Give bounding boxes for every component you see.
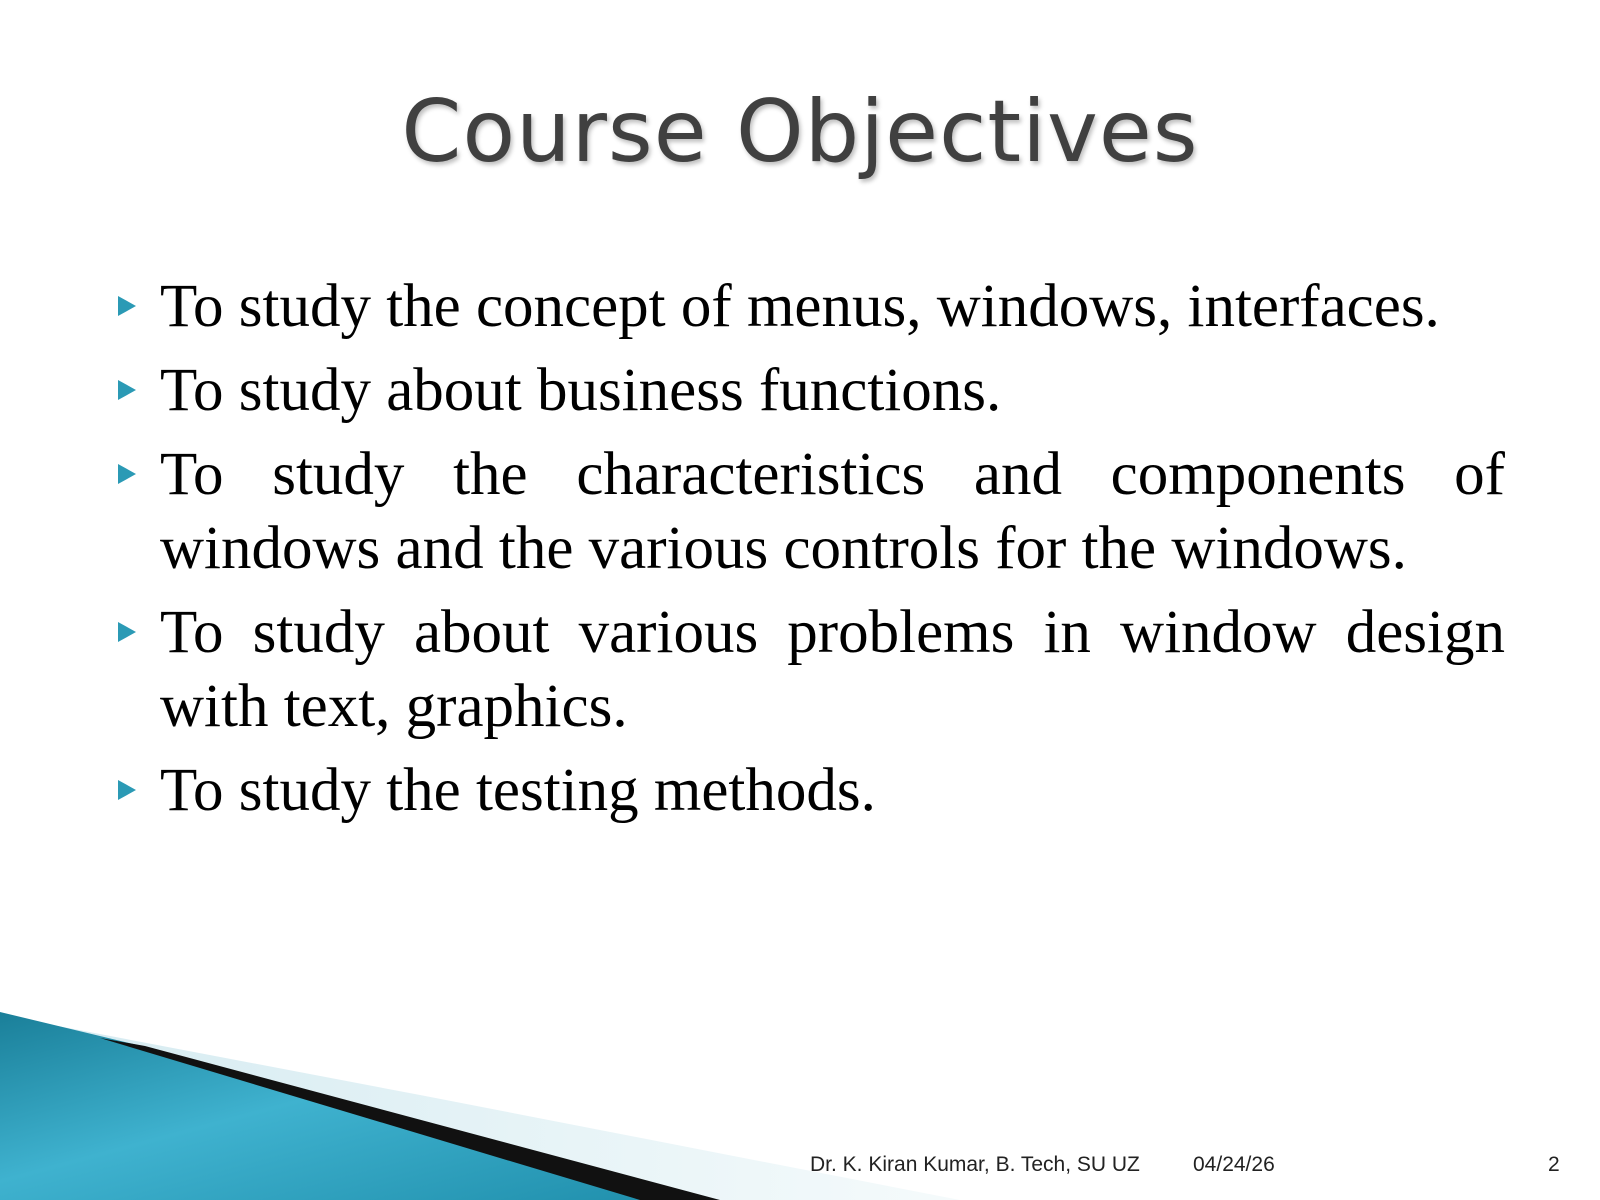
list-item-text: To study about various problems in window design with text, graphics. [160,599,1505,740]
list-item [160,270,1505,344]
triangle-bullet-icon [118,780,136,800]
list-item-text: To study the characteristics and components of windows and the various controls for the windows. [160,441,1505,582]
page-number: 2 [1548,1153,1560,1176]
list-item-text: To study the testing methods. [160,757,876,824]
list-item [160,438,1505,586]
slide-title: Course Objectives [401,82,1199,182]
triangle-bullet-icon [118,622,136,642]
list-item [160,754,1505,828]
footer-author: Dr. K. Kiran Kumar, B. Tech, SU UZ [810,1153,1140,1176]
footer-date: 04/24/26 [1193,1153,1275,1176]
list-item-text: To study the concept of menus, windows, interfaces. [160,273,1440,340]
list-item-text: To study about business functions. [160,357,1002,424]
objectives-list [160,270,1505,838]
triangle-bullet-icon [118,296,136,316]
list-item [160,354,1505,428]
list-item [160,596,1505,744]
triangle-bullet-icon [118,464,136,484]
triangle-bullet-icon [118,380,136,400]
